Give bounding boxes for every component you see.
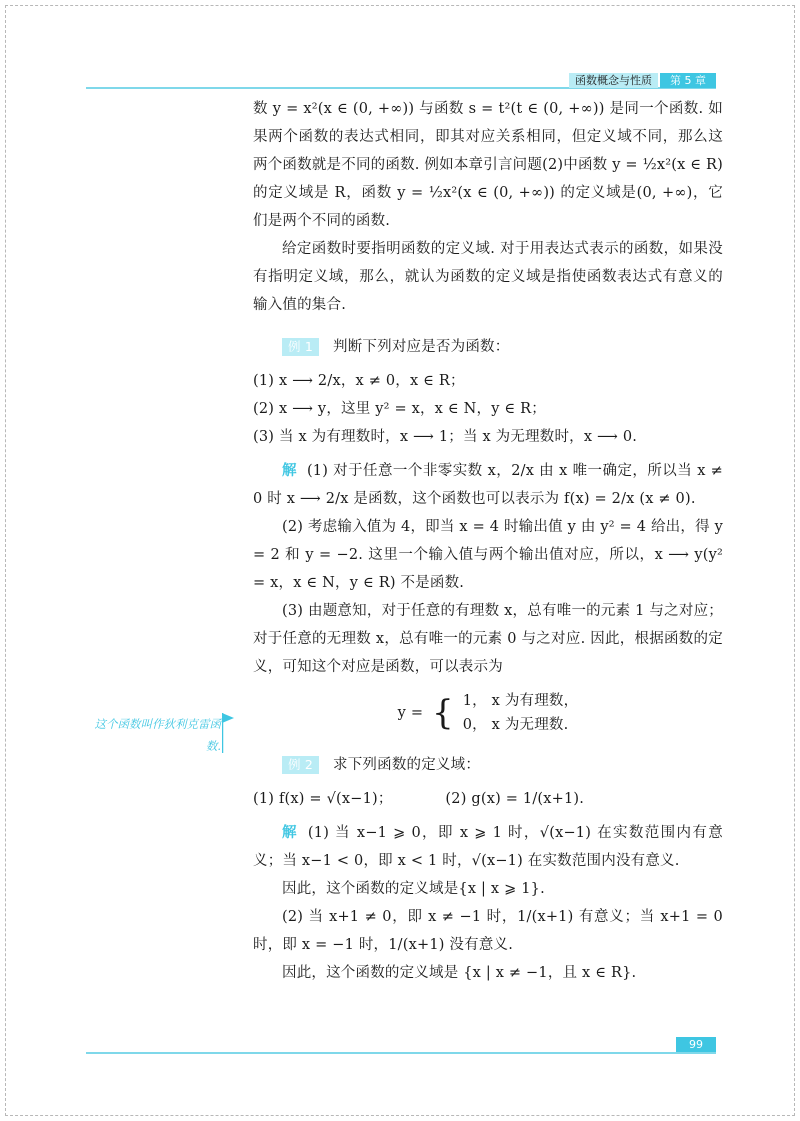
chapter-title: 函数概念与性质 xyxy=(569,73,658,88)
example-2-item-2: (2) g(x) = 1/(x+1). xyxy=(445,791,585,807)
solution-2-part-4: 因此，这个函数的定义域是 {x | x ≠ −1，且 x ∈ R}. xyxy=(282,965,637,981)
paragraph-1: 数 y = x²(x ∈ (0, +∞)) 与函数 s = t²(t ∈ (0, +∞)) 是同一个函数. 如果两个函数的表达式相同，即其对应关系相同，但定义域不同，那么这两个函数就是不同的函数. 例如本章引言问题(2)中函数 y = ½x²(x ∈ R) 的定义域是 R，函数 y = ½x²(x ∈ (0, +∞)) 的定义域是(0, +∞)，它们是两个不同的函数. xyxy=(253,101,723,229)
margin-note: 这个函数叫作狄利克雷函数. xyxy=(94,717,221,753)
page-number: 99 xyxy=(676,1037,716,1052)
solution-label: 解 xyxy=(282,462,297,479)
footer-rule xyxy=(86,1052,716,1054)
solution-1-part-1-text: (1) 对于任意一个非零实数 x，2/x 由 x 唯一确定，所以当 x ≠ 0 时 x ⟶ 2/x 是函数，这个函数也可以表示为 f(x) = 2/x (x ≠ 0). xyxy=(253,463,724,507)
example-2-heading xyxy=(253,751,723,779)
example-1-item-3: (3) 当 x 为有理数时，x ⟶ 1；当 x 为无理数时，x ⟶ 0. xyxy=(253,429,638,445)
piecewise-lhs: y = xyxy=(397,705,424,721)
example-1-item-1: (1) x ⟶ 2/x，x ≠ 0，x ∈ R； xyxy=(253,373,465,389)
paragraph-2: 给定函数时要指明函数的定义域. 对于用表达式表示的函数，如果没有指明定义域，那么，就认为函数的定义域是指使函数表达式有意义的输入值的集合. xyxy=(253,241,723,313)
solution-2-part-1 xyxy=(253,819,723,875)
piecewise-cases xyxy=(463,689,579,737)
solution-2-part-3: (2) 当 x+1 ≠ 0，即 x ≠ −1 时，1/(x+1) 有意义；当 x+1 = 0 时，即 x = −1 时，1/(x+1) 没有意义. xyxy=(253,909,723,953)
example-1-heading xyxy=(253,333,723,361)
example-2-item-1: (1) f(x) = √(x−1)； xyxy=(253,791,393,807)
example-2-label: 例 2 xyxy=(282,756,319,774)
solution-2-part-1-text: (1) 当 x−1 ⩾ 0，即 x ⩾ 1 时，√(x−1) 在实数范围内有意义；当 x−1 < 0，即 x < 1 时，√(x−1) 在实数范围内没有意义. xyxy=(253,825,724,869)
solution-2-part-2: 因此，这个函数的定义域是{x | x ⩾ 1}. xyxy=(282,881,545,897)
running-header xyxy=(86,73,716,89)
note-flag-icon xyxy=(222,713,234,753)
example-2-prompt: 求下列函数的定义域： xyxy=(333,757,481,773)
solution-1-part-1 xyxy=(253,457,723,513)
piecewise-function xyxy=(253,689,723,737)
chapter-number: 第 5 章 xyxy=(660,73,716,88)
example-1-label: 例 1 xyxy=(282,338,319,356)
example-1-prompt: 判断下列对应是否为函数： xyxy=(333,339,510,355)
solution-2-label: 解 xyxy=(282,824,298,841)
main-content xyxy=(253,95,723,987)
example-1-item-2: (2) x ⟶ y，这里 y² = x，x ∈ N，y ∈ R； xyxy=(253,401,546,417)
example-2-items xyxy=(253,785,723,813)
piecewise-case-1: 1， x 为有理数， xyxy=(462,693,579,709)
left-brace: { xyxy=(432,693,454,733)
solution-1-part-3: (3) 由题意知，对于任意的有理数 x，总有唯一的元素 1 与之对应；对于任意的无理数 x，总有唯一的元素 0 与之对应. 因此，根据函数的定义，可知这个对应是函数，可以表示为 xyxy=(253,603,723,675)
piecewise-case-2: 0， x 为无理数. xyxy=(462,717,569,733)
solution-1-part-2: (2) 考虑输入值为 4，即当 x = 4 时输出值 y 由 y² = 4 给出，得 y = 2 和 y = −2. 这里一个输入值与两个输出值对应，所以，x ⟶ y(y² = x，x ∈ N，y ∈ R) 不是函数. xyxy=(253,519,723,591)
